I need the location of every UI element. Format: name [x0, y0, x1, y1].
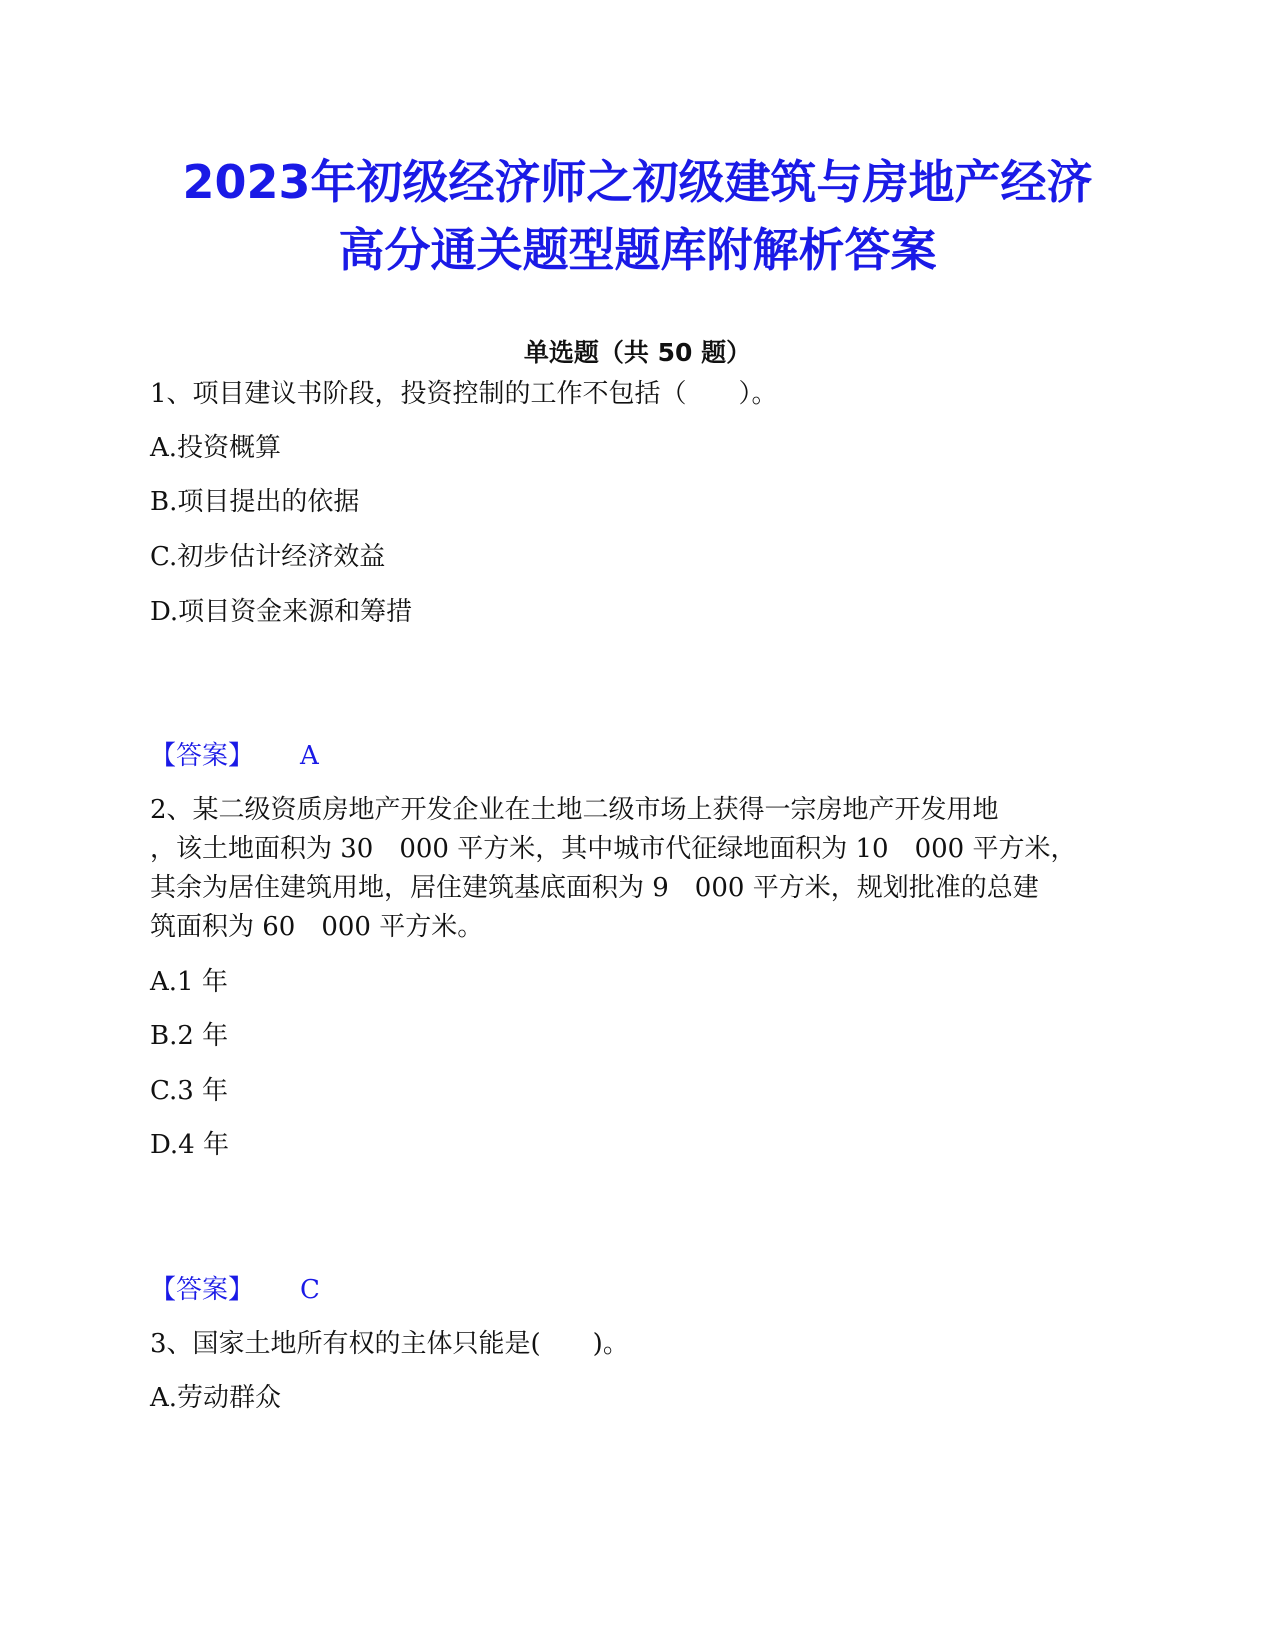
- question-1-option-d: D.项目资金来源和筹措: [150, 597, 413, 627]
- question-3-stem: 3、国家土地所有权的主体只能是( )。: [150, 1329, 629, 1359]
- document-title-line-1: 2023年初级经济师之初级建筑与房地产经济: [182, 155, 1093, 209]
- question-2-option-b: B.2 年: [150, 1021, 229, 1051]
- answer-label: 【答案】: [150, 741, 255, 771]
- question-2-answer: [150, 1270, 320, 1310]
- question-1-answer: [150, 736, 319, 776]
- answer-value: A: [300, 741, 319, 771]
- question-2-stem-line-4: 筑面积为 60 000 平方米。: [150, 912, 484, 942]
- question-1-option-b: B.项目提出的依据: [150, 487, 360, 517]
- question-2-stem-line-2: ，该土地面积为 30 000 平方米，其中城市代征绿地面积为 10 000 平方米，: [150, 834, 1077, 864]
- section-heading: 单选题（共 50 题）: [523, 338, 752, 367]
- answer-label: 【答案】: [150, 1275, 255, 1305]
- question-2-option-a: A.1 年: [150, 967, 228, 997]
- question-1-option-c: C.初步估计经济效益: [150, 542, 386, 572]
- question-2-stem-line-3: 其余为居住建筑用地，居住建筑基底面积为 9 000 平方米，规划批准的总建: [150, 873, 1039, 903]
- question-2-stem-line-1: 2、某二级资质房地产开发企业在土地二级市场上获得一宗房地产开发用地: [150, 795, 999, 825]
- question-1-stem: 1、项目建议书阶段，投资控制的工作不包括（ ）。: [150, 379, 778, 409]
- question-2-option-c: C.3 年: [150, 1076, 229, 1106]
- question-1-option-a: A.投资概算: [150, 433, 282, 463]
- document-title-line-2: 高分通关题型题库附解析答案: [338, 223, 937, 277]
- answer-value: C: [300, 1275, 320, 1305]
- question-3-option-a: A.劳动群众: [150, 1383, 282, 1413]
- question-2-option-d: D.4 年: [150, 1130, 229, 1160]
